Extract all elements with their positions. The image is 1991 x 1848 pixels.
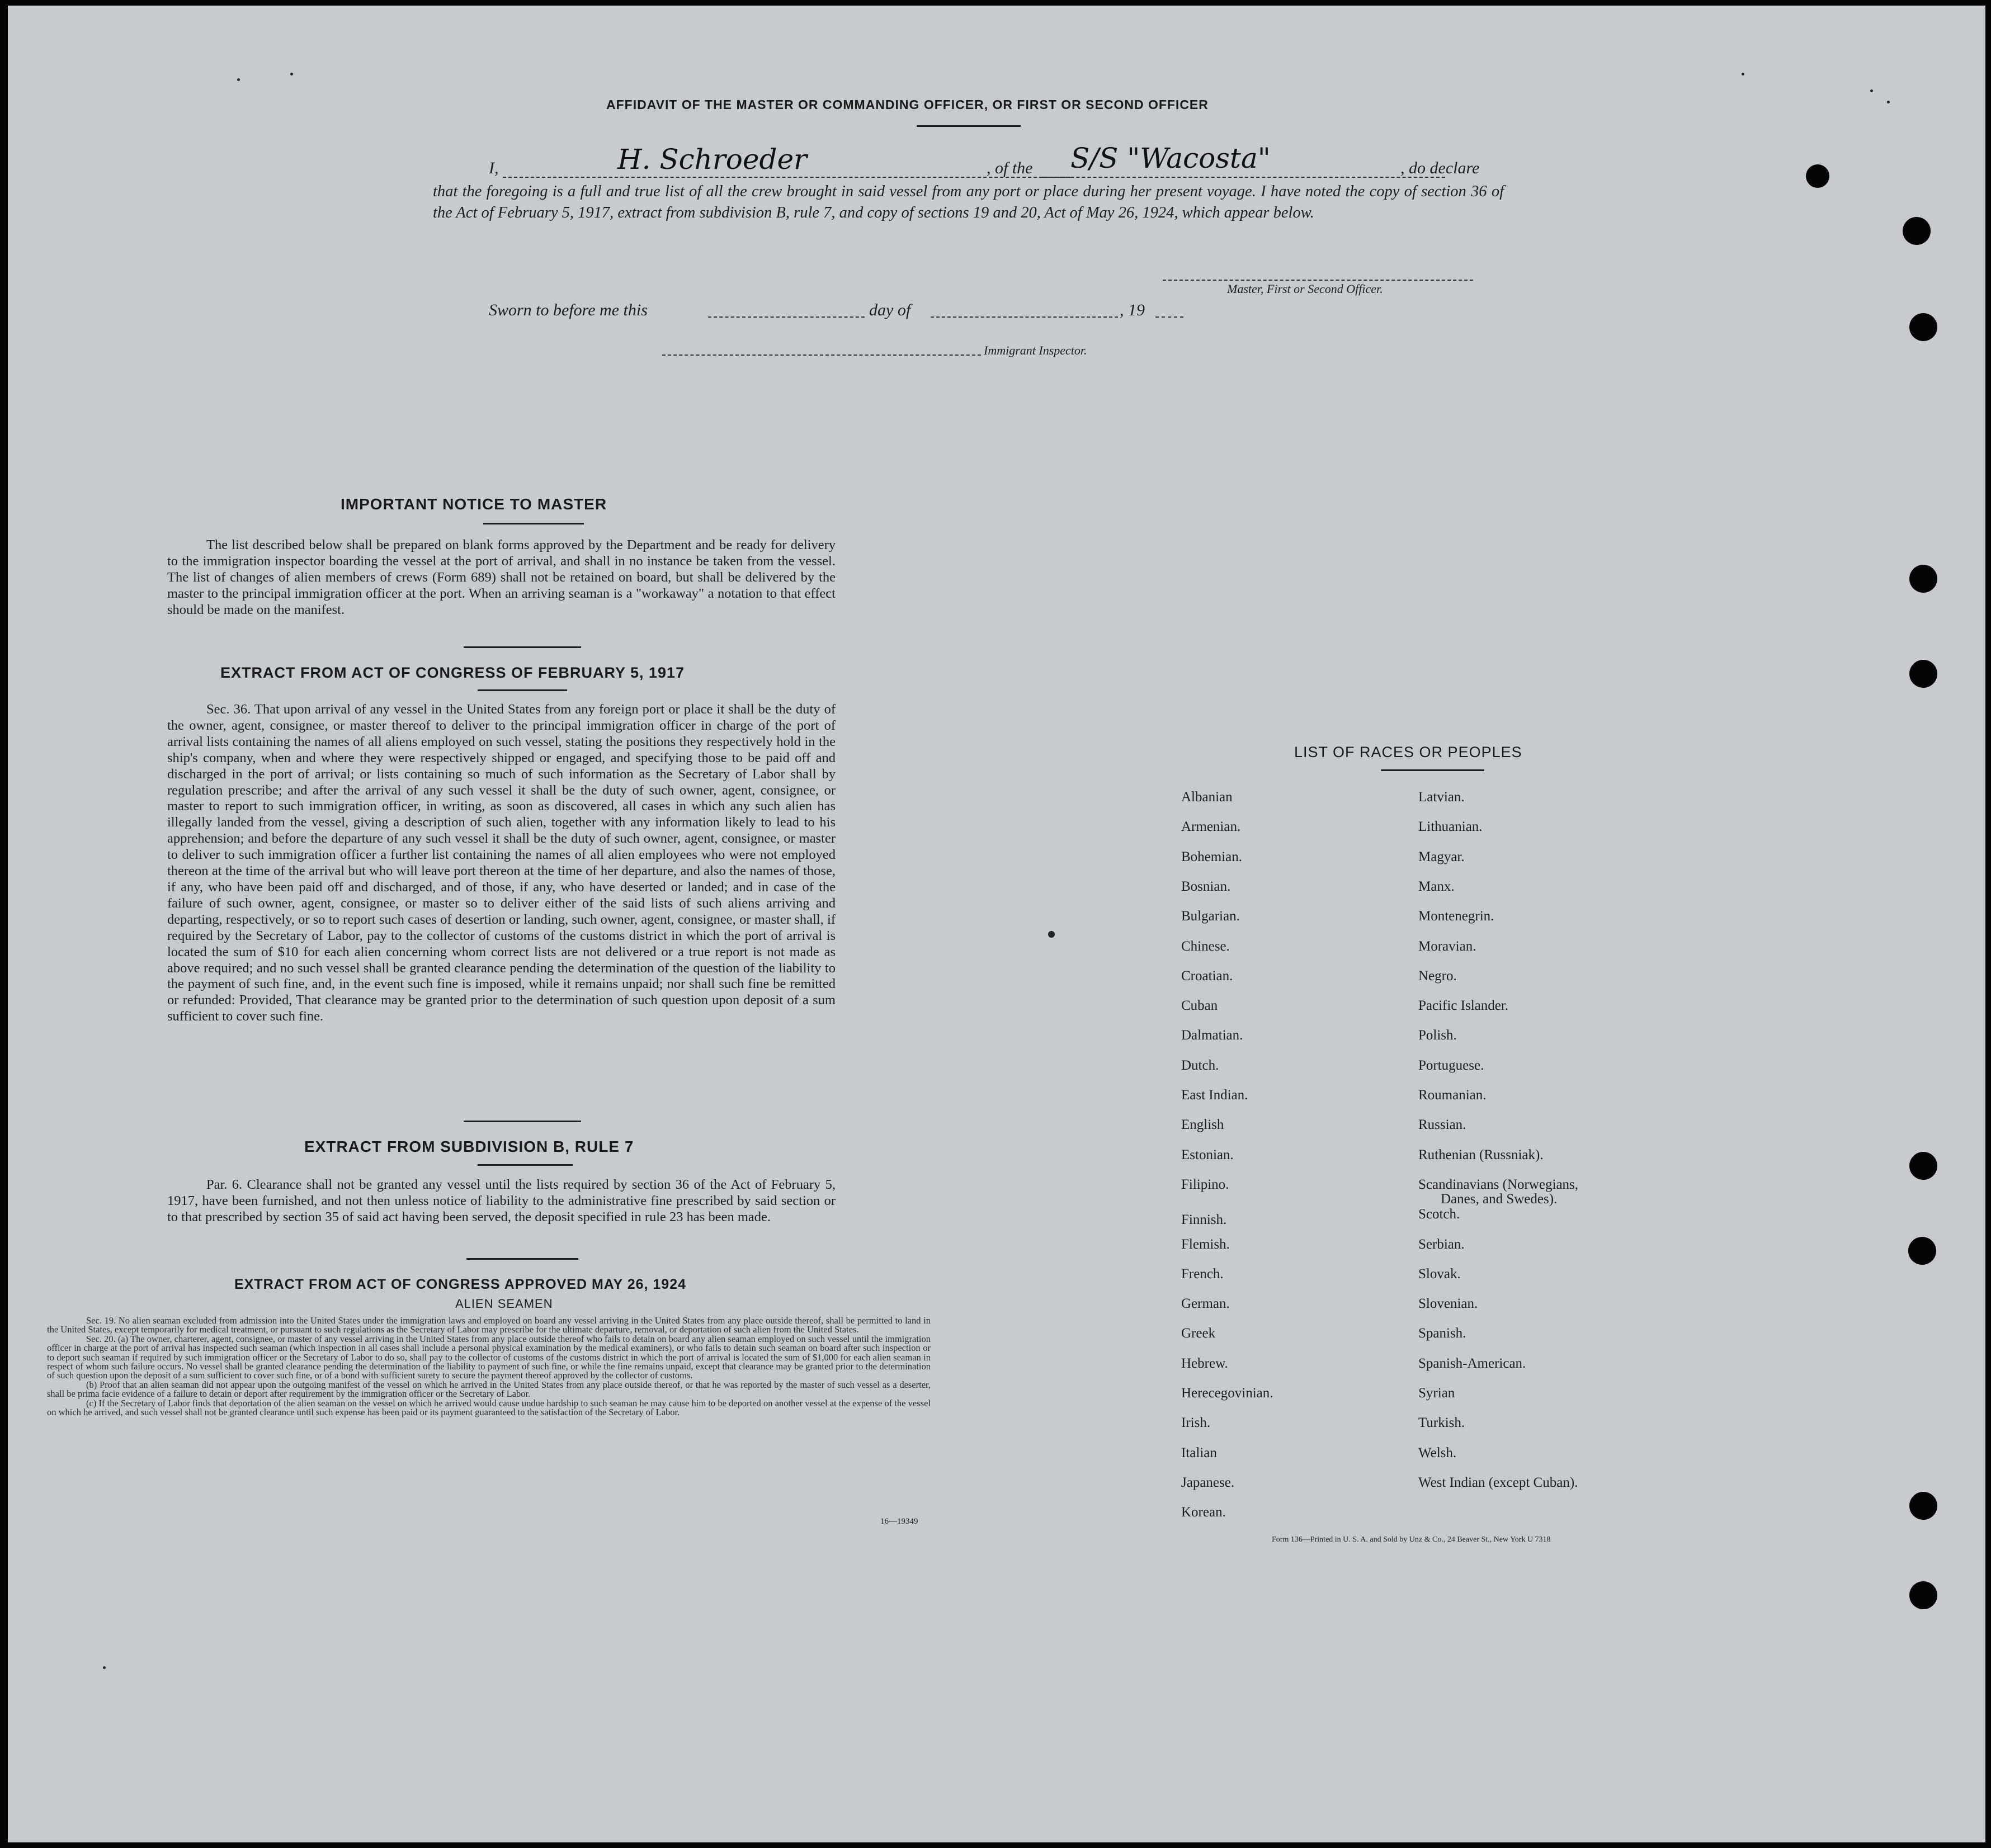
race-entry: Bulgarian. [1181,909,1240,924]
extract-1917-rule [478,689,567,691]
manifest-page [8,6,1985,1842]
race-entry: Flemish. [1181,1236,1230,1252]
sworn-month-field[interactable] [931,305,1118,318]
extract-1924-subtitle: ALIEN SEAMEN [455,1297,553,1311]
extract-rule7-title: EXTRACT FROM SUBDIVISION B, RULE 7 [304,1138,634,1155]
race-entry: Herecegovinian. [1181,1386,1273,1401]
punch-hole [1806,164,1829,188]
race-entry: Japanese. [1181,1474,1235,1490]
printer-footer: Form 136—Printed in U. S. A. and Sold by Unz & Co., 24 Beaver St., New York U 7318 [1272,1535,1551,1544]
master-signature-field[interactable] [1163,268,1473,281]
master-caption: Master, First or Second Officer. [1227,282,1383,296]
extract-rule7-body: Par. 6. Clearance shall not be granted any vessel until the lists required by section 36 of the Act of February 5, 1917, have been furnished, and not then unless notice of liability to the administrative fine prescribed by said section or to that prescribed by section 35 of said act having been served, the deposit specified in rule 23 has been made. [167,1177,836,1225]
punch-hole [1903,217,1931,245]
extract-rule7-end-rule [466,1258,578,1260]
race-entry: Chinese. [1181,938,1230,954]
affidavit-declaration-line [427,142,1507,185]
race-entry: Montenegrin. [1418,909,1494,924]
race-entry: Albanian [1181,790,1233,805]
punch-hole [1909,313,1937,341]
extract-1917-end-rule [464,1121,581,1122]
affidavit-title: AFFIDAVIT OF THE MASTER OR COMMANDING OFFICER, OR FIRST OR SECOND OFFICER [606,97,1209,112]
punch-hole [1909,1492,1937,1520]
race-entry: Irish. [1181,1415,1211,1431]
scan-speck [1887,101,1890,103]
race-entry: Serbian. [1418,1236,1465,1252]
race-entry: Croatian. [1181,968,1233,984]
race-entry: Moravian. [1418,938,1476,954]
race-entry: Negro. [1418,968,1457,984]
sworn-day-field[interactable] [708,305,865,318]
sec19-text: Sec. 19. No alien seaman excluded from admission into the United States under the immigration laws and employed on board any vessel arriving in the United States from any place outside thereof, shall be permitted to land in the United States, except temporarily for medical treatment, or pursuant to such regulations as the Secretary of Labor may prescribe for the ultimate departure, removal, or deportation of such alien from the United States. [47,1315,931,1335]
race-entry: Lithuanian. [1418,819,1483,835]
punch-hole [1909,660,1937,688]
race-entry: Danes, and Swedes). [1441,1191,1558,1207]
punch-hole [1908,1237,1936,1265]
race-entry: West Indian (except Cuban). [1418,1474,1578,1490]
of-the-label: , of the [987,159,1033,177]
sworn-year-field[interactable] [1155,305,1183,318]
inspector-caption: Immigrant Inspector. [984,343,1087,357]
extract-1917-body: Sec. 36. That upon arrival of any vessel in the United States from any foreign port or place it shall be the duty of the owner, agent, consignee, or master thereof to deliver to the principal immigration officer in charge of the port of arrival lists containing the names of all aliens employed on such vessel, stating the positions they respectively hold in the ship's company, when and where they were respectively shipped or engaged, and specifying those to be paid off and discharged in the port of arrival; or lists containing so much of such information as the Secretary of Labor shall by regulation prescribe; and after the arrival of any such vessel it shall be the duty of such owner, agent, consignee, or master to report to such immigration officer, in writing, as soon as discovered, all cases in which any such alien has illegally landed from the vessel, giving a description of such alien, together with any information likely to lead to his apprehension; and before the departure of any such vessel it shall be the duty of such owner, agent, consignee, or master to deliver to such immigration officer a further list containing the names of all alien employees who were not employed thereon at the time of the arrival but who will leave port thereon at the time of her departure, and also the names of those, if any, who have been paid off and discharged, and of those, if any, who have deserted or landed; and in case of the failure of such owner, agent, consignee, or master so to deliver either of the said lists of such aliens arriving and departing, respectively, or so to report such cases of desertion or landing, such owner, agent, consignee, or master shall, if required by the Secretary of Labor, pay to the collector of customs of the customs district in which the port of arrival is located the sum of $10 for each alien concerning whom correct lists are not delivered or a true report is not made as above required; and no such vessel shall be granted clearance pending the determination of the question of the liability to the payment of such fine, and, in the event such fine is imposed, while it remains unpaid; nor shall such fine be remitted or refunded: Provided, That clearance may be granted prior to the determination of such question upon deposit of a sum sufficient to cover such fine. [167,702,836,1024]
do-declare-label: , do declare [1400,159,1480,177]
race-entry: Scotch. [1418,1207,1460,1222]
race-entry: Bohemian. [1181,849,1243,864]
race-entry: Pacific Islander. [1418,998,1509,1014]
race-entry: Syrian [1418,1386,1455,1401]
race-entry: Dalmatian. [1181,1028,1243,1043]
punch-hole [1909,565,1937,593]
race-entry: Turkish. [1418,1415,1465,1431]
race-entry: Slovak. [1418,1266,1461,1282]
races-title: LIST OF RACES OR PEOPLES [1294,744,1522,760]
race-entry: Ruthenian (Russniak). [1418,1147,1544,1162]
notice-title-rule [483,523,584,524]
scan-speck [1742,73,1744,75]
race-entry: Greek [1181,1326,1216,1341]
race-entry: English [1181,1117,1224,1133]
race-entry: Spanish-American. [1418,1355,1526,1371]
inspector-signature-field[interactable] [662,343,981,356]
extract-1924-title: EXTRACT FROM ACT OF CONGRESS APPROVED MAY 26, 1924 [234,1277,687,1292]
race-entry: Finnish. [1181,1212,1227,1228]
scan-speck [1870,89,1873,92]
race-entry: Roumanian. [1418,1088,1487,1103]
sworn-label: Sworn to before me this [489,301,648,319]
race-entry: Dutch. [1181,1057,1219,1073]
race-entry: Bosnian. [1181,878,1231,894]
race-entry: Scandinavians (Norwegians, [1418,1176,1579,1192]
notice-body: The list described below shall be prepared on blank forms approved by the Department and be ready for delivery to the immigration inspector boarding the vessel at the port of arrival, and shall in no instance be taken from the vessel. The list of changes of alien members of crews (Form 689) shall not be retained on board, but shall be delivered by the master to the principal immigration officer at the port. When an arriving seaman is a "workaway" a notation to that effect should be made on the manifest. [167,537,836,617]
master-name-signature: H. Schroeder [617,143,807,176]
sec20b-text: (b) Proof that an alien seaman did not appear upon the outgoing manifest of the vessel on which he arrived in the United States from any place outside thereof, or that he was reported by the master of such vessel as a deserter, shall be prima facie evidence of a failure to detain or deport after requirement by the immigration officer or the Secretary of Labor. [47,1379,931,1400]
affidavit-title-rule [917,125,1021,127]
extract-1924-code: 16—19349 [880,1517,918,1526]
extract-1924-text [47,1316,931,1417]
race-entry: Polish. [1418,1028,1457,1043]
race-entry: Russian. [1418,1117,1466,1133]
sec20a-text: Sec. 20. (a) The owner, charterer, agent, consignee, or master of any vessel arriving in the United States from any place outside thereof who fails to detain on board any alien seaman employed on such vessel until the immigration officer in charge at the port of arrival has inspected such seaman (which inspection in all cases shall include a personal physical examination by the medical examiners), or who fails to detain such seaman on board after such inspection or to deport such seaman if required by such immigration officer or the Secretary of Labor to do so, shall pay to the collector of customs of the customs district in which the port of arrival is located the sum of $1,000 for each alien seaman in respect of whom such failure occurs. No vessel shall be granted clearance pending the determination of the liability to payment of such fine, or while the fine remains unpaid, except that clearance may be granted prior to the determination of such question upon the deposit of a sum sufficient to cover such fine, or of a bond with sufficient surety to secure the payment thereof approved by the collector of customs. [47,1333,931,1381]
race-entry: Latvian. [1418,790,1465,805]
extract-1917-title: EXTRACT FROM ACT OF CONGRESS OF FEBRUARY 5, 1917 [220,664,685,681]
race-entry: Manx. [1418,878,1455,894]
scan-speck [290,73,293,75]
year-prefix-label: , 19 [1120,301,1145,319]
race-entry: Portuguese. [1418,1057,1484,1073]
races-left-column [1181,790,1405,1533]
extract-rule7-rule [478,1164,573,1166]
race-entry: Magyar. [1418,849,1465,864]
scan-speck [237,78,240,81]
vessel-name-handwritten: S/S "Wacosta" [1070,142,1271,174]
race-entry: Filipino. [1181,1176,1229,1192]
race-entry: East Indian. [1181,1088,1248,1103]
races-title-rule [1381,769,1484,771]
race-entry: French. [1181,1266,1224,1282]
sec20c-text: (c) If the Secretary of Labor finds that deportation of the alien seaman on the vessel on which he arrived would cause undue hardship to such seaman he may cause him to be deported on another vessel at the expense of the vessel on which he arrived, and such vessel shall not be granted clearance until such expense has been paid or its payment guaranteed to the satisfaction of the Secretary of Labor. [47,1397,931,1418]
race-entry: Spanish. [1418,1326,1466,1341]
sworn-line [489,301,1216,323]
race-entry: Armenian. [1181,819,1241,835]
notice-end-rule [464,646,581,648]
scan-speck [103,1666,106,1669]
race-entry: Slovenian. [1418,1296,1478,1312]
notice-title: IMPORTANT NOTICE TO MASTER [341,495,607,513]
race-entry: Cuban [1181,998,1218,1014]
race-entry: Hebrew. [1181,1355,1228,1371]
scan-speck [1048,931,1055,938]
day-of-label: day of [869,301,911,319]
race-entry: Welsh. [1418,1445,1457,1461]
affidavit-body: that the foregoing is a full and true list of all the crew brought in said vessel from any port or place during her present voyage. I have noted the copy of section 36 of the Act of February 5, 1917, extract from subdivision B, rule 7, and copy of sections 19 and 20, Act of May 26, 1924, which appear below. [433,183,1504,221]
punch-hole [1909,1152,1937,1180]
race-entry: Estonian. [1181,1147,1234,1162]
punch-hole [1909,1581,1937,1609]
race-entry: Korean. [1181,1505,1226,1520]
affidavit-i-label: I, [489,159,499,177]
races-right-column [1418,790,1698,1533]
race-entry: Italian [1181,1445,1217,1461]
race-entry: German. [1181,1296,1230,1312]
